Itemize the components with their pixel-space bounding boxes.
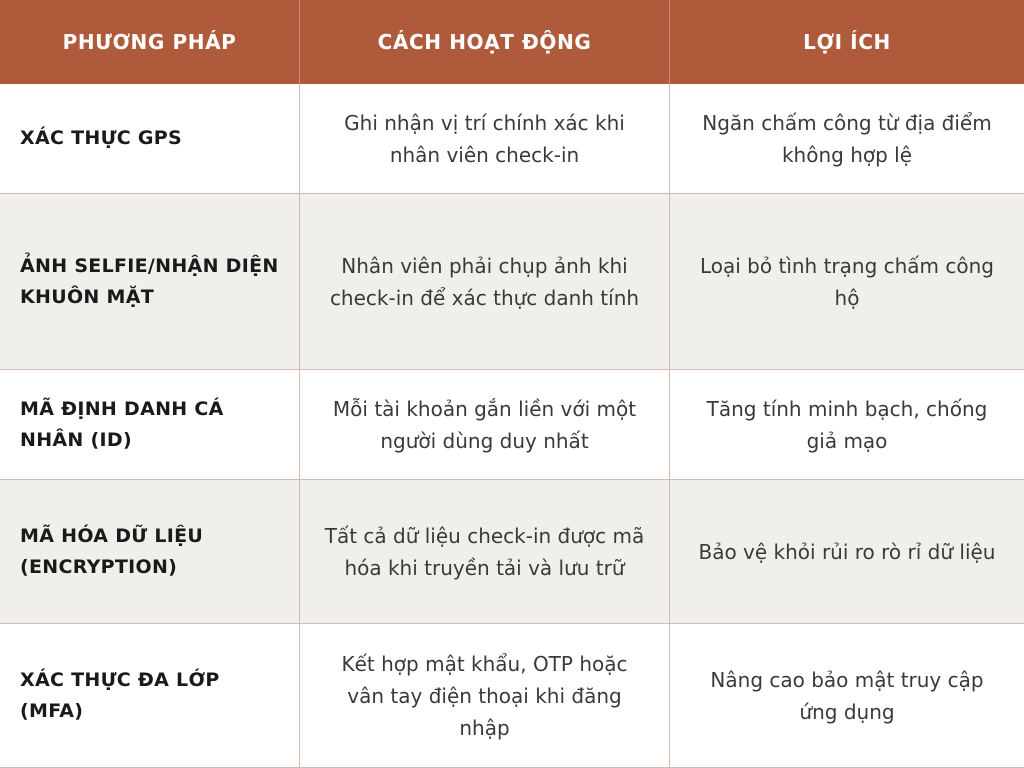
row-2-benefit: Loại bỏ tình trạng chấm công hộ — [670, 194, 1024, 370]
row-5-benefit: Nâng cao bảo mật truy cập ứng dụng — [670, 624, 1024, 768]
header-method: PHƯƠNG PHÁP — [0, 0, 300, 84]
row-3-method: MÃ ĐỊNH DANH CÁ NHÂN (ID) — [0, 370, 300, 480]
row-4-how: Tất cả dữ liệu check-in được mã hóa khi truyền tải và lưu trữ — [300, 480, 670, 624]
row-3-benefit: Tăng tính minh bạch, chống giả mạo — [670, 370, 1024, 480]
row-4-method: MÃ HÓA DỮ LIỆU (ENCRYPTION) — [0, 480, 300, 624]
row-3-how: Mỗi tài khoản gắn liền với một người dùng duy nhất — [300, 370, 670, 480]
header-benefit: LỢI ÍCH — [670, 0, 1024, 84]
row-1-how: Ghi nhận vị trí chính xác khi nhân viên check-in — [300, 84, 670, 194]
row-1-method: XÁC THỰC GPS — [0, 84, 300, 194]
header-how-it-works: CÁCH HOẠT ĐỘNG — [300, 0, 670, 84]
row-5-method: XÁC THỰC ĐA LỚP (MFA) — [0, 624, 300, 768]
row-2-how: Nhân viên phải chụp ảnh khi check-in để xác thực danh tính — [300, 194, 670, 370]
row-5-how: Kết hợp mật khẩu, OTP hoặc vân tay điện thoại khi đăng nhập — [300, 624, 670, 768]
row-4-benefit: Bảo vệ khỏi rủi ro rò rỉ dữ liệu — [670, 480, 1024, 624]
row-2-method: ẢNH SELFIE/NHẬN DIỆN KHUÔN MẶT — [0, 194, 300, 370]
row-1-benefit: Ngăn chấm công từ địa điểm không hợp lệ — [670, 84, 1024, 194]
